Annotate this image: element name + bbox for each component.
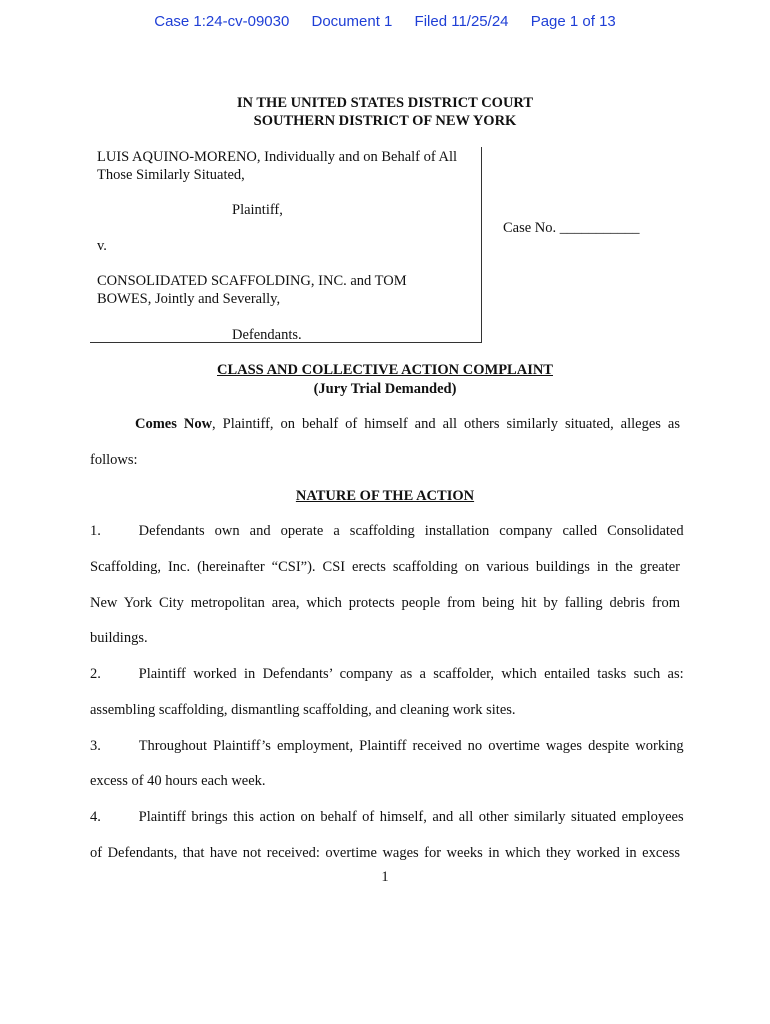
section-heading-text: NATURE OF THE ACTION — [295, 488, 475, 504]
paragraph-1-line-3: New York City metropolitan area, which protects people from being hit by falling debris from — [90, 595, 680, 611]
caption-versus: v. — [97, 238, 107, 254]
caption-divider-horizontal — [90, 342, 482, 343]
paragraph-4-first-line — [90, 809, 684, 827]
ecf-document: Document 1 — [311, 13, 393, 30]
paragraph-4-line-2: of Defendants, that have not received: overtime wages for weeks in which they worked in excess — [90, 845, 680, 861]
intro-bold-lead: Comes Now — [135, 416, 213, 432]
ecf-case-number: Case 1:24-cv-09030 — [154, 13, 290, 30]
intro-line1-text: , Plaintiff, on behalf of himself and all others similarly situated, alleges as — [212, 416, 680, 432]
paragraph-1-line-2: Scaffolding, Inc. (hereinafter “CSI”). CSI erects scaffolding on various buildings in the greater — [90, 559, 680, 575]
caption-defendant-line2: BOWES, Jointly and Severally, — [97, 291, 281, 307]
complaint-title — [0, 362, 770, 379]
intro-line2: follows: — [90, 452, 138, 468]
caption-divider-vertical — [481, 147, 482, 342]
court-name: IN THE UNITED STATES DISTRICT COURT — [236, 95, 534, 111]
paragraph-2-line-2: assembling scaffolding, dismantling scaffolding, and cleaning work sites. — [90, 702, 516, 718]
paragraph-2-first-line — [90, 666, 684, 684]
caption-plaintiff-line2: Those Similarly Situated, — [97, 167, 245, 183]
court-district: SOUTHERN DISTRICT OF NEW YORK — [253, 113, 517, 129]
case-number-field: Case No. ___________ — [503, 220, 640, 236]
paragraph-3-line-2: excess of 40 hours each week. — [90, 773, 266, 789]
paragraph-1-first-line — [90, 523, 684, 541]
paragraph-1-number: 1. — [90, 523, 101, 539]
caption-defendant-role: Defendants. — [232, 327, 302, 343]
caption-defendant-line1: CONSOLIDATED SCAFFOLDING, INC. and TOM — [97, 273, 407, 289]
paragraph-1-line-4: buildings. — [90, 630, 148, 646]
paragraph-3-number: 3. — [90, 738, 101, 754]
paragraph-1-line-1: Defendants own and operate a scaffolding installation company called Consolidated — [138, 523, 684, 539]
intro-line1 — [90, 416, 680, 434]
paragraph-3-line-1: Throughout Plaintiff’s employment, Plaintiff received no overtime wages despite working — [138, 738, 684, 754]
complaint-title-text: CLASS AND COLLECTIVE ACTION COMPLAINT — [217, 362, 553, 378]
paragraph-2-line-1: Plaintiff worked in Defendants’ company as a scaffolder, which entailed tasks such as: — [138, 666, 684, 682]
page-number: 1 — [381, 869, 389, 885]
ecf-page-count: Page 1 of 13 — [530, 13, 616, 30]
ecf-header — [0, 13, 770, 30]
paragraph-2-number: 2. — [90, 666, 101, 682]
paragraph-4-line-1: Plaintiff brings this action on behalf of himself, and all other similarly situated employees — [138, 809, 684, 825]
caption-plaintiff-role: Plaintiff, — [232, 202, 283, 218]
ecf-filed-date: Filed 11/25/24 — [414, 13, 509, 30]
jury-demand: (Jury Trial Demanded) — [313, 381, 457, 397]
paragraph-3-first-line — [90, 738, 684, 756]
paragraph-4-number: 4. — [90, 809, 101, 825]
caption-plaintiff-line1: LUIS AQUINO-MORENO, Individually and on Behalf of All — [97, 149, 458, 165]
section-heading — [0, 488, 770, 505]
